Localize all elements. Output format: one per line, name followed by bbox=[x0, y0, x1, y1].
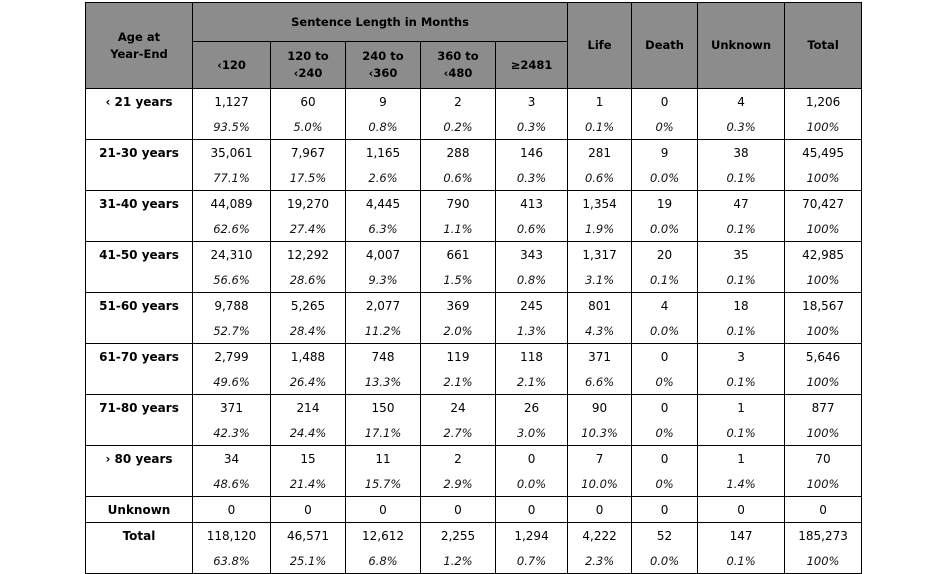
cell-count: 877 bbox=[785, 395, 862, 421]
cell-percent: 0% bbox=[632, 420, 698, 446]
row-label: Unknown bbox=[86, 497, 193, 523]
sentence-length-by-age-table bbox=[85, 2, 862, 574]
cell-count: 0 bbox=[568, 497, 632, 523]
cell-count: 4,445 bbox=[346, 191, 421, 217]
cell-count: 18,567 bbox=[785, 293, 862, 319]
row-label-spacer bbox=[86, 471, 193, 497]
cell-count: 0 bbox=[496, 497, 568, 523]
row-label: 51-60 years bbox=[86, 293, 193, 319]
cell-percent: 0.0% bbox=[632, 165, 698, 191]
cell-percent: 100% bbox=[785, 267, 862, 293]
cell-percent: 28.6% bbox=[271, 267, 346, 293]
cell-count: 47 bbox=[698, 191, 785, 217]
cell-percent: 0.2% bbox=[421, 114, 496, 140]
row-label-spacer bbox=[86, 318, 193, 344]
table-row bbox=[86, 191, 862, 217]
cell-count: 46,571 bbox=[271, 523, 346, 549]
cell-count: 2,799 bbox=[193, 344, 271, 370]
cell-count: 0 bbox=[632, 497, 698, 523]
cell-count: 4,222 bbox=[568, 523, 632, 549]
cell-count: 0 bbox=[193, 497, 271, 523]
header-sub-3-line2: ‹480 bbox=[443, 66, 473, 80]
cell-percent: 63.8% bbox=[193, 548, 271, 574]
cell-count: 52 bbox=[632, 523, 698, 549]
cell-count: 60 bbox=[271, 89, 346, 115]
cell-count: 1,165 bbox=[346, 140, 421, 166]
cell-percent: 1.2% bbox=[421, 548, 496, 574]
cell-percent: 0.8% bbox=[496, 267, 568, 293]
cell-percent: 100% bbox=[785, 548, 862, 574]
table-body bbox=[86, 89, 862, 574]
table-row bbox=[86, 293, 862, 319]
cell-percent: 25.1% bbox=[271, 548, 346, 574]
cell-count: 12,292 bbox=[271, 242, 346, 268]
cell-percent: 2.3% bbox=[568, 548, 632, 574]
cell-percent: 52.7% bbox=[193, 318, 271, 344]
cell-count: 1,354 bbox=[568, 191, 632, 217]
cell-count: 1 bbox=[698, 395, 785, 421]
cell-percent: 1.5% bbox=[421, 267, 496, 293]
row-label: 41-50 years bbox=[86, 242, 193, 268]
cell-count: 0 bbox=[698, 497, 785, 523]
cell-percent: 0.1% bbox=[698, 318, 785, 344]
cell-percent: 1.3% bbox=[496, 318, 568, 344]
cell-percent: 26.4% bbox=[271, 369, 346, 395]
cell-percent: 0.0% bbox=[632, 216, 698, 242]
header-sub-3-line1: 360 to bbox=[437, 49, 479, 64]
cell-percent: 2.7% bbox=[421, 420, 496, 446]
cell-count: 26 bbox=[496, 395, 568, 421]
cell-percent: 10.3% bbox=[568, 420, 632, 446]
cell-count: 369 bbox=[421, 293, 496, 319]
row-label-spacer bbox=[86, 369, 193, 395]
header-sub-1-line2: ‹240 bbox=[293, 66, 323, 80]
cell-count: 24 bbox=[421, 395, 496, 421]
cell-percent: 1.4% bbox=[698, 471, 785, 497]
header-total: Total bbox=[785, 3, 862, 89]
row-label-spacer bbox=[86, 165, 193, 191]
cell-percent: 0.7% bbox=[496, 548, 568, 574]
cell-percent: 6.6% bbox=[568, 369, 632, 395]
cell-count: 146 bbox=[496, 140, 568, 166]
cell-percent: 0.1% bbox=[568, 114, 632, 140]
cell-percent: 10.0% bbox=[568, 471, 632, 497]
row-label: ‹ 21 years bbox=[86, 89, 193, 115]
cell-count: 3 bbox=[698, 344, 785, 370]
cell-percent: 3.0% bbox=[496, 420, 568, 446]
cell-count: 45,495 bbox=[785, 140, 862, 166]
cell-count: 5,646 bbox=[785, 344, 862, 370]
header-age-line2: Year-End bbox=[110, 46, 168, 61]
cell-percent: 100% bbox=[785, 216, 862, 242]
cell-percent: 0% bbox=[632, 471, 698, 497]
header-sub-1 bbox=[271, 42, 346, 89]
cell-percent: 4.3% bbox=[568, 318, 632, 344]
table-row bbox=[86, 140, 862, 166]
cell-percent: 1.9% bbox=[568, 216, 632, 242]
cell-percent: 100% bbox=[785, 165, 862, 191]
cell-percent: 17.5% bbox=[271, 165, 346, 191]
row-label: 61-70 years bbox=[86, 344, 193, 370]
cell-percent: 0.1% bbox=[632, 267, 698, 293]
row-label-spacer bbox=[86, 548, 193, 574]
cell-count: 34 bbox=[193, 446, 271, 472]
cell-count: 9 bbox=[346, 89, 421, 115]
cell-percent: 24.4% bbox=[271, 420, 346, 446]
cell-count: 4 bbox=[632, 293, 698, 319]
cell-percent: 2.1% bbox=[421, 369, 496, 395]
cell-percent: 93.5% bbox=[193, 114, 271, 140]
header-sub-0 bbox=[193, 42, 271, 89]
table-row-percent bbox=[86, 369, 862, 395]
table-row-percent bbox=[86, 165, 862, 191]
row-label-spacer bbox=[86, 114, 193, 140]
cell-percent: 62.6% bbox=[193, 216, 271, 242]
cell-count: 245 bbox=[496, 293, 568, 319]
cell-count: 12,612 bbox=[346, 523, 421, 549]
cell-percent: 0.1% bbox=[698, 165, 785, 191]
cell-count: 38 bbox=[698, 140, 785, 166]
cell-count: 15 bbox=[271, 446, 346, 472]
cell-percent: 0.0% bbox=[632, 318, 698, 344]
cell-count: 11 bbox=[346, 446, 421, 472]
cell-percent: 100% bbox=[785, 471, 862, 497]
cell-count: 413 bbox=[496, 191, 568, 217]
cell-count: 281 bbox=[568, 140, 632, 166]
cell-count: 42,985 bbox=[785, 242, 862, 268]
cell-percent: 0.3% bbox=[698, 114, 785, 140]
cell-count: 185,273 bbox=[785, 523, 862, 549]
cell-percent: 49.6% bbox=[193, 369, 271, 395]
cell-count: 343 bbox=[496, 242, 568, 268]
header-sub-3 bbox=[421, 42, 496, 89]
cell-percent: 1.1% bbox=[421, 216, 496, 242]
table-header bbox=[86, 3, 862, 89]
header-life: Life bbox=[568, 3, 632, 89]
cell-count: 18 bbox=[698, 293, 785, 319]
cell-count: 1,294 bbox=[496, 523, 568, 549]
cell-percent: 17.1% bbox=[346, 420, 421, 446]
cell-count: 19 bbox=[632, 191, 698, 217]
row-label: 71-80 years bbox=[86, 395, 193, 421]
cell-percent: 0.1% bbox=[698, 548, 785, 574]
cell-percent: 13.3% bbox=[346, 369, 421, 395]
header-sub-2-line2: ‹360 bbox=[368, 66, 398, 80]
header-sub-2 bbox=[346, 42, 421, 89]
cell-count: 7,967 bbox=[271, 140, 346, 166]
cell-percent: 0.1% bbox=[698, 369, 785, 395]
cell-percent: 0.0% bbox=[632, 548, 698, 574]
cell-count: 9 bbox=[632, 140, 698, 166]
row-label: › 80 years bbox=[86, 446, 193, 472]
cell-percent: 0.1% bbox=[698, 216, 785, 242]
cell-count: 0 bbox=[496, 446, 568, 472]
cell-percent: 6.8% bbox=[346, 548, 421, 574]
row-label-spacer bbox=[86, 216, 193, 242]
header-death: Death bbox=[632, 3, 698, 89]
cell-count: 19,270 bbox=[271, 191, 346, 217]
cell-count: 3 bbox=[496, 89, 568, 115]
cell-count: 2,255 bbox=[421, 523, 496, 549]
cell-count: 9,788 bbox=[193, 293, 271, 319]
row-label: 31-40 years bbox=[86, 191, 193, 217]
cell-percent: 0% bbox=[632, 114, 698, 140]
cell-percent: 100% bbox=[785, 318, 862, 344]
cell-percent: 2.1% bbox=[496, 369, 568, 395]
cell-count: 0 bbox=[632, 89, 698, 115]
table-row-percent bbox=[86, 267, 862, 293]
table-row-percent bbox=[86, 318, 862, 344]
header-sub-4 bbox=[496, 42, 568, 89]
cell-percent: 56.6% bbox=[193, 267, 271, 293]
cell-percent: 9.3% bbox=[346, 267, 421, 293]
cell-count: 4,007 bbox=[346, 242, 421, 268]
header-age-line1: Age at bbox=[117, 29, 161, 44]
header-sub-4-line1: ≥2481 bbox=[510, 57, 553, 72]
cell-count: 44,089 bbox=[193, 191, 271, 217]
cell-count: 0 bbox=[271, 497, 346, 523]
table-row bbox=[86, 89, 862, 115]
cell-count: 24,310 bbox=[193, 242, 271, 268]
cell-count: 801 bbox=[568, 293, 632, 319]
table-row-percent bbox=[86, 420, 862, 446]
cell-percent: 100% bbox=[785, 369, 862, 395]
cell-percent: 0.1% bbox=[698, 267, 785, 293]
cell-count: 214 bbox=[271, 395, 346, 421]
table-row-total bbox=[86, 523, 862, 549]
cell-count: 70 bbox=[785, 446, 862, 472]
header-row-1 bbox=[86, 3, 862, 42]
cell-count: 7 bbox=[568, 446, 632, 472]
cell-count: 35,061 bbox=[193, 140, 271, 166]
cell-count: 1 bbox=[698, 446, 785, 472]
cell-count: 35 bbox=[698, 242, 785, 268]
cell-count: 70,427 bbox=[785, 191, 862, 217]
table-row bbox=[86, 344, 862, 370]
cell-count: 90 bbox=[568, 395, 632, 421]
cell-count: 150 bbox=[346, 395, 421, 421]
cell-percent: 0.8% bbox=[346, 114, 421, 140]
cell-percent: 100% bbox=[785, 420, 862, 446]
header-sub-2-line1: 240 to bbox=[362, 49, 404, 64]
cell-percent: 2.6% bbox=[346, 165, 421, 191]
cell-percent: 0.6% bbox=[568, 165, 632, 191]
cell-count: 0 bbox=[632, 395, 698, 421]
cell-percent: 3.1% bbox=[568, 267, 632, 293]
cell-count: 748 bbox=[346, 344, 421, 370]
header-age bbox=[86, 3, 193, 89]
cell-percent: 42.3% bbox=[193, 420, 271, 446]
row-label-spacer bbox=[86, 420, 193, 446]
header-unknown: Unknown bbox=[698, 3, 785, 89]
row-label-spacer bbox=[86, 267, 193, 293]
cell-count: 147 bbox=[698, 523, 785, 549]
cell-count: 371 bbox=[568, 344, 632, 370]
table-row-percent bbox=[86, 471, 862, 497]
cell-count: 1 bbox=[568, 89, 632, 115]
cell-percent: 100% bbox=[785, 114, 862, 140]
cell-count: 0 bbox=[632, 344, 698, 370]
table-row-total-percent bbox=[86, 548, 862, 574]
cell-count: 1,488 bbox=[271, 344, 346, 370]
cell-count: 1,317 bbox=[568, 242, 632, 268]
cell-percent: 0% bbox=[632, 369, 698, 395]
cell-percent: 2.0% bbox=[421, 318, 496, 344]
header-sub-0-line1: ‹120 bbox=[217, 57, 246, 72]
cell-percent: 48.6% bbox=[193, 471, 271, 497]
cell-count: 0 bbox=[346, 497, 421, 523]
cell-count: 2,077 bbox=[346, 293, 421, 319]
cell-percent: 0.3% bbox=[496, 165, 568, 191]
cell-percent: 6.3% bbox=[346, 216, 421, 242]
table-row bbox=[86, 446, 862, 472]
cell-percent: 21.4% bbox=[271, 471, 346, 497]
cell-count: 2 bbox=[421, 89, 496, 115]
table-row-percent bbox=[86, 216, 862, 242]
cell-count: 661 bbox=[421, 242, 496, 268]
cell-percent: 5.0% bbox=[271, 114, 346, 140]
cell-percent: 11.2% bbox=[346, 318, 421, 344]
cell-count: 1,206 bbox=[785, 89, 862, 115]
cell-percent: 2.9% bbox=[421, 471, 496, 497]
cell-count: 1,127 bbox=[193, 89, 271, 115]
cell-count: 288 bbox=[421, 140, 496, 166]
table-row-unknown bbox=[86, 497, 862, 523]
cell-percent: 0.6% bbox=[421, 165, 496, 191]
cell-percent: 0.1% bbox=[698, 420, 785, 446]
cell-count: 790 bbox=[421, 191, 496, 217]
cell-percent: 0.3% bbox=[496, 114, 568, 140]
cell-count: 20 bbox=[632, 242, 698, 268]
cell-count: 4 bbox=[698, 89, 785, 115]
cell-percent: 27.4% bbox=[271, 216, 346, 242]
cell-percent: 15.7% bbox=[346, 471, 421, 497]
cell-count: 118 bbox=[496, 344, 568, 370]
cell-count: 118,120 bbox=[193, 523, 271, 549]
row-label: 21-30 years bbox=[86, 140, 193, 166]
cell-count: 5,265 bbox=[271, 293, 346, 319]
cell-count: 0 bbox=[785, 497, 862, 523]
cell-count: 0 bbox=[421, 497, 496, 523]
row-label: Total bbox=[86, 523, 193, 549]
header-sentence-length-group: Sentence Length in Months bbox=[193, 3, 568, 42]
cell-percent: 28.4% bbox=[271, 318, 346, 344]
cell-count: 371 bbox=[193, 395, 271, 421]
cell-count: 2 bbox=[421, 446, 496, 472]
table-row bbox=[86, 242, 862, 268]
table-row bbox=[86, 395, 862, 421]
cell-count: 0 bbox=[632, 446, 698, 472]
cell-percent: 0.6% bbox=[496, 216, 568, 242]
cell-percent: 77.1% bbox=[193, 165, 271, 191]
cell-count: 119 bbox=[421, 344, 496, 370]
header-sub-1-line1: 120 to bbox=[287, 49, 329, 64]
table-row-percent bbox=[86, 114, 862, 140]
cell-percent: 0.0% bbox=[496, 471, 568, 497]
